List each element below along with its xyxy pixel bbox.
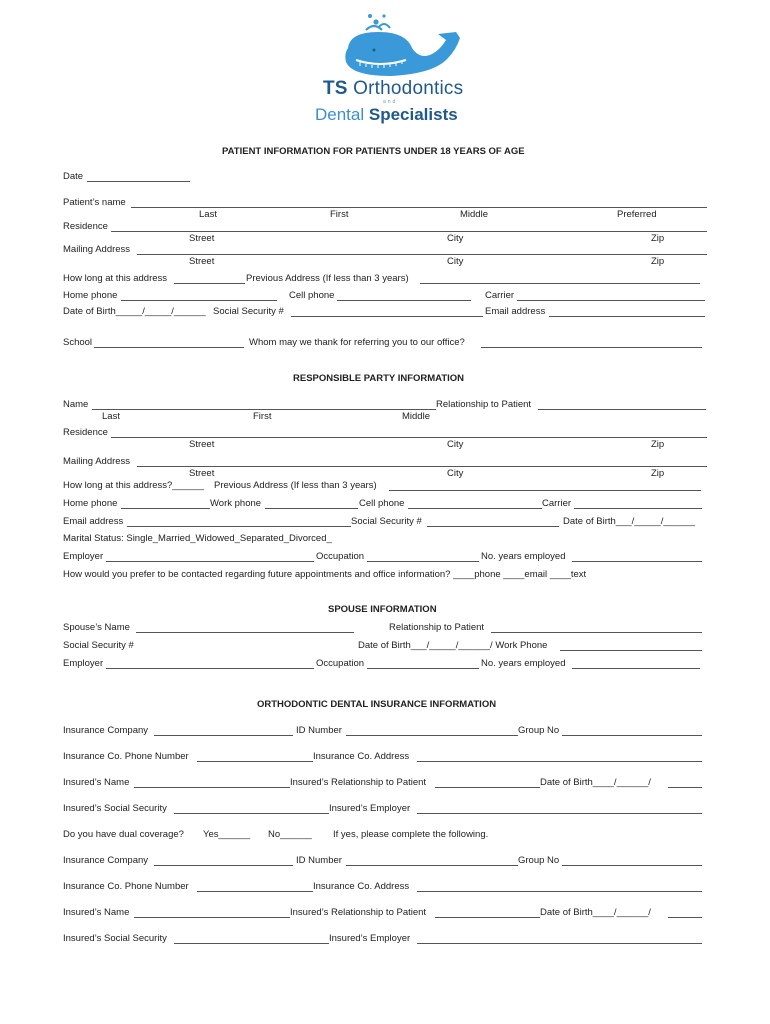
school-field[interactable] <box>94 347 244 348</box>
ins-phone-field[interactable] <box>197 761 313 762</box>
residence-field[interactable] <box>111 231 707 232</box>
insured-ssn-field[interactable] <box>174 813 329 814</box>
rp-employer-field[interactable] <box>106 561 314 562</box>
ins2-group-label: Group No <box>518 855 560 866</box>
ins2-group-field[interactable] <box>562 865 702 866</box>
residence-label: Residence <box>63 221 108 232</box>
spouse-title: SPOUSE INFORMATION <box>328 604 437 615</box>
carrier-field[interactable] <box>517 300 705 301</box>
rp-name-label: Name <box>63 399 89 410</box>
spouse-relationship-label: Relationship to Patient <box>389 622 485 633</box>
insured-rel-label: Insured’s Relationship to Patient <box>290 777 427 788</box>
spouse-years-field[interactable] <box>572 668 700 669</box>
rp-dob-field[interactable]: Date of Birth___/_____/______ <box>563 516 696 527</box>
dual-yes-option[interactable]: Yes______ <box>203 829 251 840</box>
insured-employer-label: Insured’s Employer <box>329 803 411 814</box>
brand-line-2: Dental Specialists <box>315 105 458 124</box>
ins2-address-field[interactable] <box>417 891 702 892</box>
spouse-years-label: No. years employed <box>481 658 566 669</box>
city-label: City <box>447 233 464 244</box>
rp-work-phone-label: Work phone <box>210 498 262 509</box>
street-label: Street <box>189 468 215 479</box>
ssn-field[interactable] <box>291 316 483 317</box>
ssn-label: Social Security # <box>213 306 284 317</box>
patient-name-field[interactable] <box>131 207 707 208</box>
school-label: School <box>63 337 93 348</box>
rp-relationship-label: Relationship to Patient <box>436 399 532 410</box>
marital-status[interactable]: Marital Status: Single_Married_Widowed_Separated_Divorced_ <box>63 533 332 544</box>
brand-line-1: TS Orthodontics <box>323 78 464 99</box>
insured-employer-field[interactable] <box>417 813 702 814</box>
spouse-employer-field[interactable] <box>106 668 314 669</box>
insured-dob-year-field[interactable] <box>668 787 702 788</box>
home-phone-field[interactable] <box>121 300 277 301</box>
rp-residence-label: Residence <box>63 427 108 438</box>
first-label: First <box>253 411 272 422</box>
rp-email-field[interactable] <box>127 526 351 527</box>
ins-address-field[interactable] <box>417 761 702 762</box>
rp-carrier-label: Carrier <box>542 498 572 509</box>
insured2-name-label: Insured’s Name <box>63 907 130 918</box>
contact-preference[interactable]: How would you prefer to be contacted regarding future appointments and office information? ____phone ____email ____text <box>63 569 587 580</box>
rp-mailing-label: Mailing Address <box>63 456 131 467</box>
prev-address-field[interactable] <box>420 283 700 284</box>
insured2-ssn-field[interactable] <box>174 943 329 944</box>
zip-label: Zip <box>651 233 665 244</box>
middle-label: Middle <box>460 209 488 220</box>
spouse-name-label: Spouse’s Name <box>63 622 130 633</box>
spouse-ssn-label: Social Security # <box>63 640 134 651</box>
rp-name-field[interactable] <box>92 409 436 410</box>
prev-address-label: Previous Address (If less than 3 years) <box>246 273 409 284</box>
dob-field[interactable]: Date of Birth_____/_____/______ <box>63 306 206 317</box>
first-label: First <box>330 209 349 220</box>
cell-phone-label: Cell phone <box>289 290 335 301</box>
how-long-field[interactable] <box>174 283 245 284</box>
how-long-label: How long at this address <box>63 273 168 284</box>
ins-company-label: Insurance Company <box>63 725 149 736</box>
rp-carrier-field[interactable] <box>574 508 702 509</box>
preferred-label: Preferred <box>617 209 657 220</box>
referral-label: Whom may we thank for referring you to our office? <box>249 337 465 348</box>
responsible-title: RESPONSIBLE PARTY INFORMATION <box>293 373 465 384</box>
rp-ssn-label: Social Security # <box>351 516 422 527</box>
rp-how-long-label: How long at this address?______ <box>63 480 205 491</box>
date-label: Date <box>63 171 84 182</box>
spouse-relationship-field[interactable] <box>491 632 702 633</box>
rp-home-phone-label: Home phone <box>63 498 118 509</box>
ins-group-label: Group No <box>518 725 560 736</box>
ins2-company-field[interactable] <box>154 865 293 866</box>
rp-work-phone-field[interactable] <box>265 508 358 509</box>
city-label: City <box>447 468 464 479</box>
ins2-company-label: Insurance Company <box>63 855 149 866</box>
ins-group-field[interactable] <box>562 735 702 736</box>
insured2-employer-field[interactable] <box>417 943 702 944</box>
insured2-dob-label: Date of Birth____/______/ <box>540 907 651 918</box>
ins-address-label: Insurance Co. Address <box>313 751 410 762</box>
last-label: Last <box>102 411 120 422</box>
page-title: PATIENT INFORMATION FOR PATIENTS UNDER 18 YEARS OF AGE <box>222 146 525 157</box>
insured2-rel-label: Insured’s Relationship to Patient <box>290 907 427 918</box>
zip-label: Zip <box>651 256 665 267</box>
cell-phone-field[interactable] <box>337 300 471 301</box>
spouse-work-phone-field[interactable] <box>560 650 702 651</box>
insured-name-field[interactable] <box>134 787 290 788</box>
ins-id-label: ID Number <box>296 725 342 736</box>
rp-cell-phone-field[interactable] <box>408 508 542 509</box>
zip-label: Zip <box>651 468 665 479</box>
insured-dob-label: Date of Birth____/______/ <box>540 777 651 788</box>
street-label: Street <box>189 439 215 450</box>
rp-prev-address-label: Previous Address (If less than 3 years) <box>214 480 377 491</box>
mailing-label: Mailing Address <box>63 244 131 255</box>
rp-years-field[interactable] <box>572 561 702 562</box>
insured-rel-field[interactable] <box>435 787 540 788</box>
ins2-phone-field[interactable] <box>197 891 313 892</box>
zip-label: Zip <box>651 439 665 450</box>
middle-label: Middle <box>402 411 430 422</box>
spouse-employer-label: Employer <box>63 658 104 669</box>
insured2-rel-field[interactable] <box>435 917 540 918</box>
mailing-field[interactable] <box>137 254 707 255</box>
rp-prev-address-field[interactable] <box>389 490 701 491</box>
insured2-name-field[interactable] <box>134 917 290 918</box>
email-label: Email address <box>485 306 546 317</box>
brand-and: and <box>383 99 398 105</box>
dual-coverage-question: Do you have dual coverage? <box>63 829 184 840</box>
ins2-phone-label: Insurance Co. Phone Number <box>63 881 189 892</box>
insured-ssn-label: Insured’s Social Security <box>63 803 167 814</box>
spouse-dob-work-label: Date of Birth___/_____/______/ Work Phone <box>358 640 548 651</box>
patient-name-label: Patient’s name <box>63 197 126 208</box>
rp-email-label: Email address <box>63 516 124 527</box>
rp-occupation-label: Occupation <box>316 551 365 562</box>
ins-id-field[interactable] <box>346 735 518 736</box>
last-label: Last <box>199 209 217 220</box>
spouse-name-field[interactable] <box>136 632 354 633</box>
rp-relationship-field[interactable] <box>538 409 706 410</box>
rp-occupation-field[interactable] <box>367 561 479 562</box>
ins2-address-label: Insurance Co. Address <box>313 881 410 892</box>
rp-mailing-field[interactable] <box>137 466 707 467</box>
email-field[interactable] <box>549 316 705 317</box>
ins-company-field[interactable] <box>154 735 293 736</box>
spouse-occupation-field[interactable] <box>367 668 479 669</box>
insured-name-label: Insured’s Name <box>63 777 130 788</box>
ins2-id-field[interactable] <box>346 865 518 866</box>
insured2-dob-year-field[interactable] <box>668 917 702 918</box>
rp-residence-field[interactable] <box>111 437 707 438</box>
ins2-id-label: ID Number <box>296 855 342 866</box>
dual-no-option[interactable]: No______ <box>268 829 312 840</box>
city-label: City <box>447 256 464 267</box>
city-label: City <box>447 439 464 450</box>
insured2-employer-label: Insured’s Employer <box>329 933 411 944</box>
insurance-title: ORTHODONTIC DENTAL INSURANCE INFORMATION <box>257 699 497 710</box>
carrier-label: Carrier <box>485 290 515 301</box>
referral-field[interactable] <box>481 347 702 348</box>
rp-employer-label: Employer <box>63 551 104 562</box>
spouse-occupation-label: Occupation <box>316 658 365 669</box>
home-phone-label: Home phone <box>63 290 118 301</box>
date-field[interactable] <box>87 181 190 182</box>
rp-home-phone-field[interactable] <box>121 508 210 509</box>
street-label: Street <box>189 233 215 244</box>
ins-phone-label: Insurance Co. Phone Number <box>63 751 189 762</box>
rp-years-label: No. years employed <box>481 551 566 562</box>
street-label: Street <box>189 256 215 267</box>
insured2-ssn-label: Insured’s Social Security <box>63 933 167 944</box>
rp-ssn-field[interactable] <box>427 526 559 527</box>
rp-cell-phone-label: Cell phone <box>359 498 405 509</box>
dual-if-yes-note: If yes, please complete the following. <box>333 829 489 840</box>
